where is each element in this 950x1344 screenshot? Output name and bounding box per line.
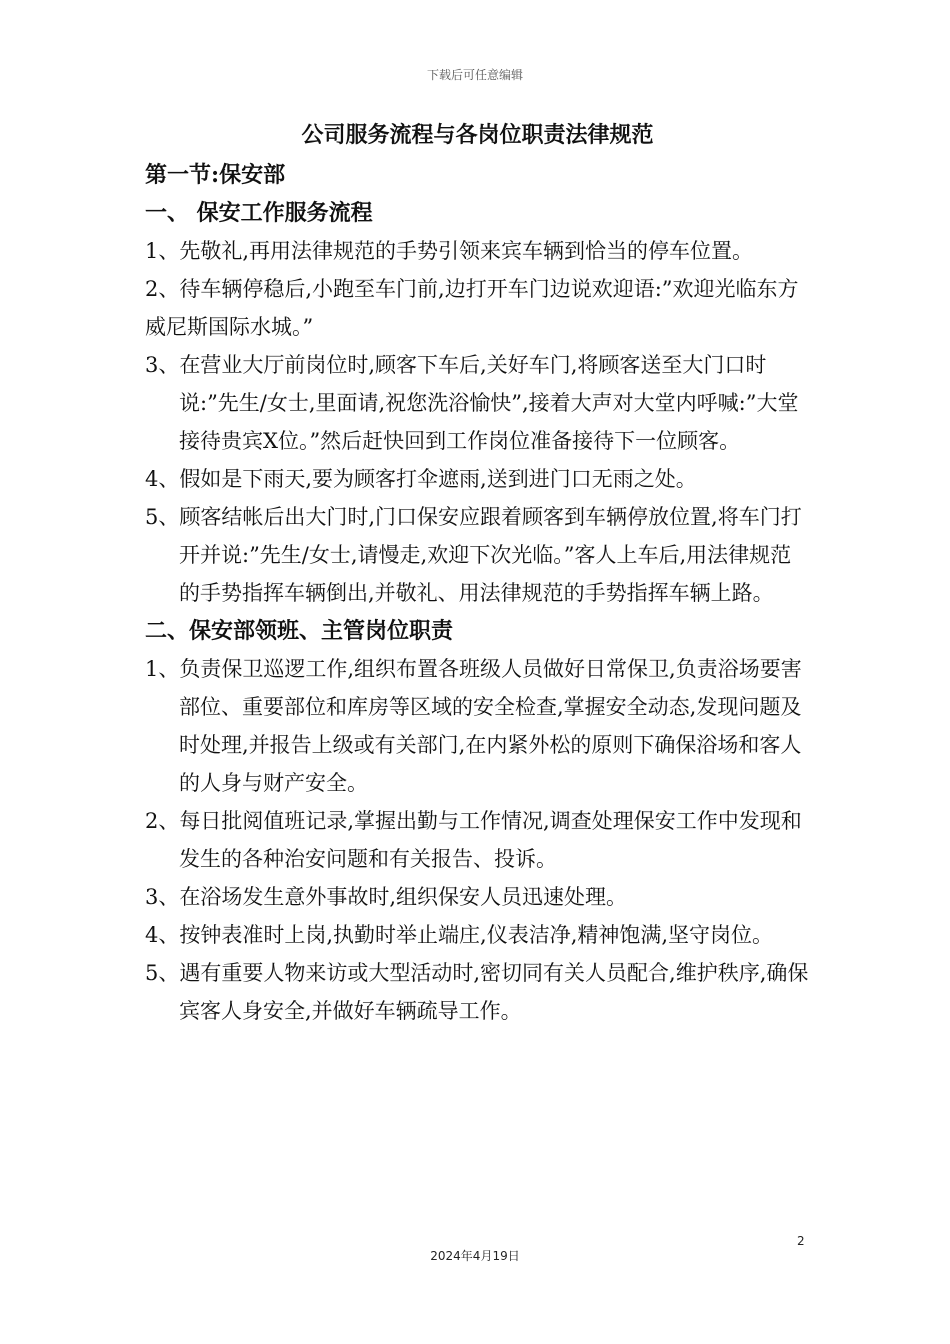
part2-item-1: 1、负责保卫巡逻工作,组织布置各班级人员做好日常保卫,负责浴场要害部位、重要部位和库房等区域的安全检查,掌握安全动态,发现问题及时处理,并报告上级或有关部门,在内紧外松的原则下确保浴场和客人的人身与财产安全。 (145, 657, 802, 795)
page-number: 2 (797, 1234, 805, 1248)
part2-heading: 二、保安部领班、主管岗位职责 (145, 618, 454, 644)
part1-heading: 一、 保安工作服务流程 (145, 200, 373, 226)
part1-item-4: 4、假如是下雨天,要为顾客打伞遮雨,送到进门口无雨之处。 (145, 467, 697, 491)
part1-item-3: 3、在营业大厅前岗位时,顾客下车后,关好车门,将顾客送至大门口时说:”先生/女士,里面请,祝您洗浴愉快”,接着大声对大堂内呼喊:”大堂接待贵宾X位。”然后赶快回到工作岗位准备接待下一位顾客。 (145, 353, 799, 453)
part2-item-3: 3、在浴场发生意外事故时,组织保安人员迅速处理。 (145, 885, 628, 909)
document-body (145, 116, 810, 1030)
part1-item-1: 1、先敬礼,再用法律规范的手势引领来宾车辆到恰当的停车位置。 (145, 239, 754, 263)
chapter-heading: 第一节:保安部 (145, 162, 286, 188)
part2-item-4: 4、按钟表准时上岗,执勤时举止端庄,仪表洁净,精神饱满,坚守岗位。 (145, 923, 774, 947)
part2-item-2: 2、每日批阅值班记录,掌握出勤与工作情况,调查处理保安工作中发现和发生的各种治安问题和有关报告、投诉。 (145, 809, 802, 871)
part2-item-5: 5、遇有重要人物来访或大型活动时,密切同有关人员配合,维护秩序,确保宾客人身安全,并做好车辆疏导工作。 (145, 961, 809, 1023)
document-title: 公司服务流程与各岗位职责法律规范 (301, 122, 654, 148)
part1-item-5: 5、顾客结帐后出大门时,门口保安应跟着顾客到车辆停放位置,将车门打开并说:”先生/女士,请慢走,欢迎下次光临。”客人上车后,用法律规范的手势指挥车辆倒出,并敬礼、用法律规范的手势指挥车辆上路。 (145, 505, 802, 605)
footer-date: 2024年4月19日 (430, 1249, 520, 1263)
part1-item-2: 2、待车辆停稳后,小跑至车门前,边打开车门边说欢迎语:”欢迎光临东方威尼斯国际水城。” (145, 277, 799, 339)
header-note: 下载后可任意编辑 (426, 68, 523, 82)
